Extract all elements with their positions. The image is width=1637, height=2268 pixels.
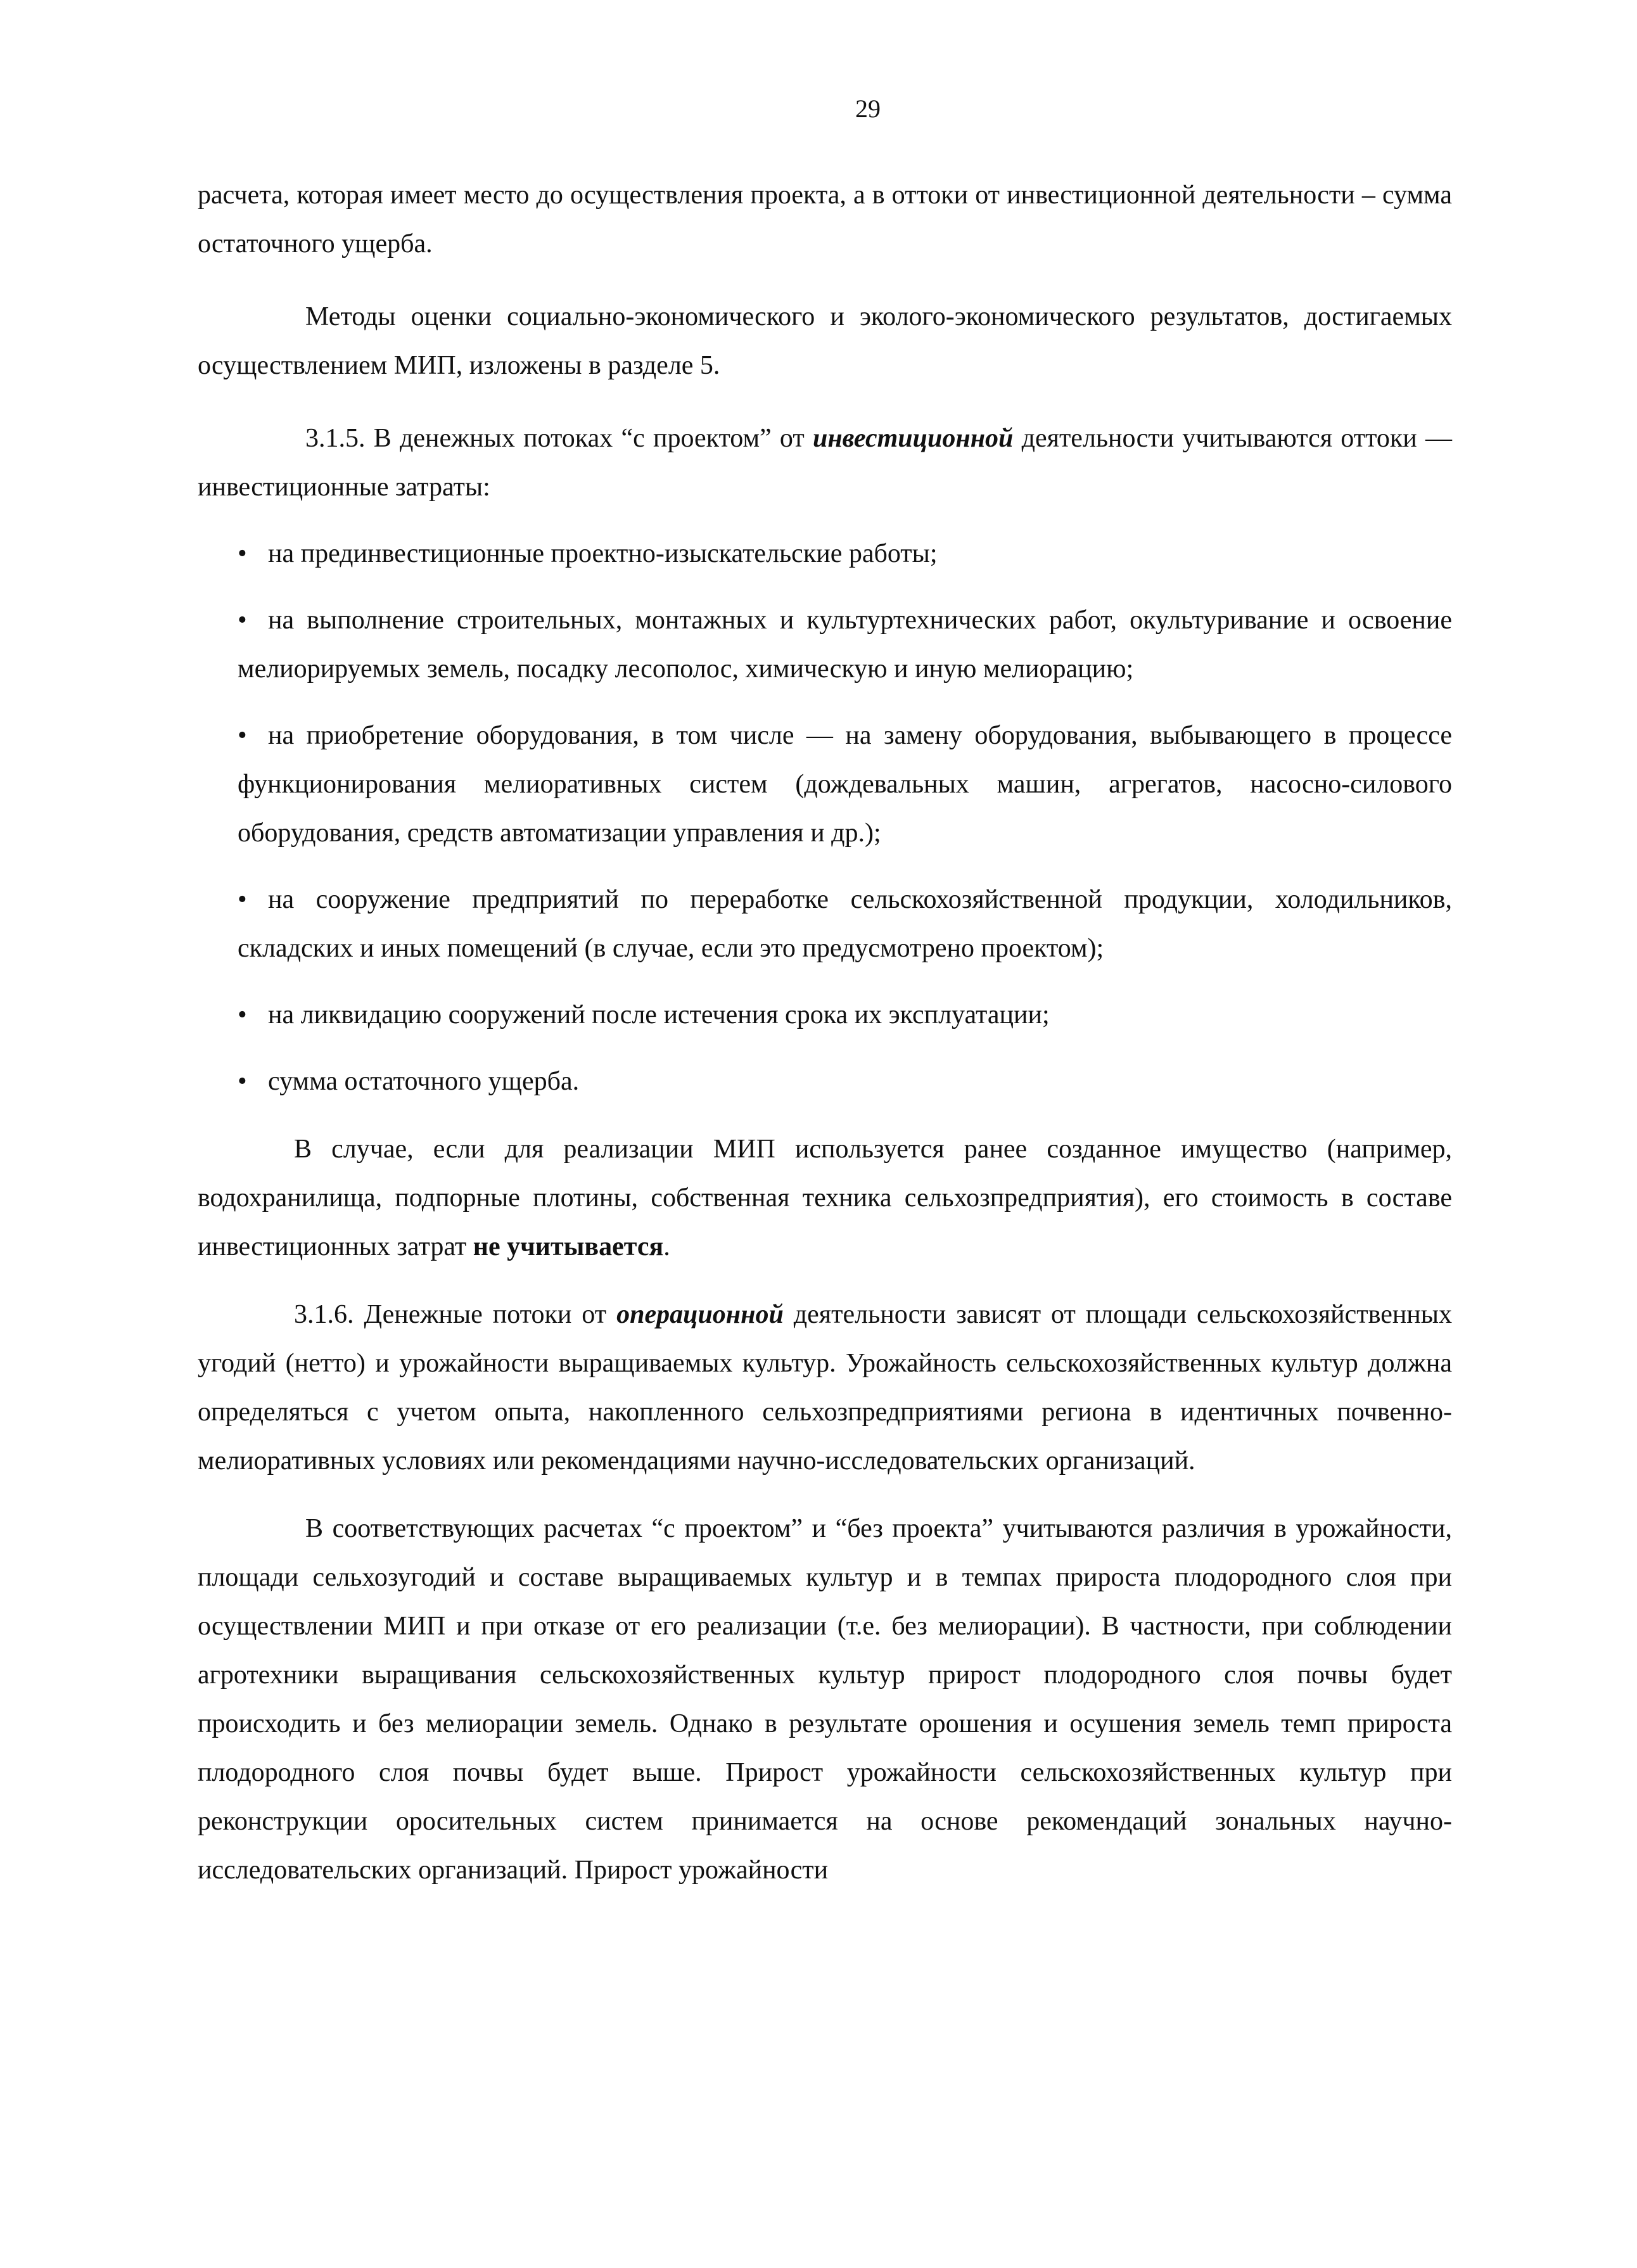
list-item-text: на прединвестиционные проектно-изыскательские работы; — [268, 539, 938, 568]
paragraph-3-1-5-prefix: 3.1.5. В денежных потоках “с проектом” от — [305, 424, 813, 453]
list-item — [238, 596, 1452, 694]
list-item — [238, 991, 1452, 1040]
bullet-icon: • — [238, 1000, 247, 1029]
investment-costs-list — [198, 530, 1452, 1106]
list-item-text: на приобретение оборудования, в том числе — на замену оборудования, выбывающего в процессе функционирования мелиоративных систем (дождевальных машин, агрегатов, насосно-силового оборудования, средств автоматизации управления и др.); — [238, 721, 1452, 848]
bullet-icon: • — [238, 885, 247, 914]
list-item — [238, 876, 1452, 973]
paragraph-existing-property-prefix: В случае, если для реализации МИП используется ранее созданное имущество (например, водохранилища, подпорные плотины, собственная техника сельхозпредприятия), его стоимость в составе инвестиционных затрат — [198, 1135, 1452, 1261]
paragraph-3-1-5-suffix: деятельности учитываются оттоки — инвестиционные затраты: — [198, 424, 1452, 502]
paragraph-continuation: расчета, которая имеет место до осуществления проекта, а в оттоки от инвестиционной деятельности – сумма остаточного ущерба. — [198, 181, 1452, 258]
emphasis-not-counted: не учитывается — [473, 1232, 664, 1261]
paragraph-with-without-project: В соответствующих расчетах “с проектом” и “без проекта” учитываются различия в урожайности, площади сельхозугодий и составе выращиваемых культур и в темпах прироста плодородного слоя при осуществлении МИП и при отказе от его реализации (т.е. без мелиорации). В частности, при соблюдении агротехники выращивания сельскохозяйственных культур прирост плодородного слоя почвы будет происходить и без мелиорации земель. Однако в результате орошения и осушения земель темп прироста плодородного слоя почвы будет выше. Прирост урожайности сельскохозяйственных культур при реконструкции оросительных систем принимается на основе рекомендаций зональных научно-исследовательских организаций. Прирост урожайности — [198, 1514, 1452, 1885]
paragraph-3-1-6 — [198, 1290, 1452, 1486]
list-item — [238, 1057, 1452, 1106]
list-item-text: на выполнение строительных, монтажных и культуртехнических работ, окультуривание и освоение мелиорируемых земель, посадку лесополос, химическую и иную мелиорацию; — [238, 606, 1452, 684]
bullet-icon: • — [238, 1067, 247, 1096]
list-item — [238, 530, 1452, 578]
document-body — [198, 171, 1452, 1895]
bullet-icon: • — [238, 606, 247, 635]
emphasis-operational: операционной — [616, 1300, 784, 1329]
paragraph-3-1-6-suffix: деятельности зависят от площади сельскохозяйственных угодий (нетто) и урожайности выращиваемых культур. Урожайность сельскохозяйственных культур должна определяться с учетом опыта, накопленного сельхозпредприятиями региона в идентичных почвенно-мелиоративных условиях или рекомендациями научно-исследовательских организаций. — [198, 1300, 1453, 1475]
paragraph-methods: Методы оценки социально-экономического и эколого-экономического результатов, достигаемых осуществлением МИП, изложены в разделе 5. — [198, 302, 1452, 380]
paragraph-existing-property-suffix: . — [663, 1232, 670, 1261]
bullet-icon: • — [238, 721, 247, 750]
paragraph-existing-property — [198, 1125, 1452, 1271]
list-item-text: на сооружение предприятий по переработке сельскохозяйственной продукции, холодильников, складских и иных помещений (в случае, если это предусмотрено проектом); — [238, 885, 1452, 963]
paragraph-3-1-5 — [198, 414, 1452, 512]
bullet-icon: • — [238, 539, 247, 568]
page-number: 29 — [855, 94, 881, 123]
list-item-text: сумма остаточного ущерба. — [268, 1067, 580, 1096]
paragraph-3-1-6-prefix: 3.1.6. Денежные потоки от — [294, 1300, 617, 1329]
emphasis-investment: инвестиционной — [812, 424, 1014, 453]
list-item-text: на ликвидацию сооружений после истечения срока их эксплуатации; — [268, 1000, 1050, 1029]
list-item — [238, 711, 1452, 858]
